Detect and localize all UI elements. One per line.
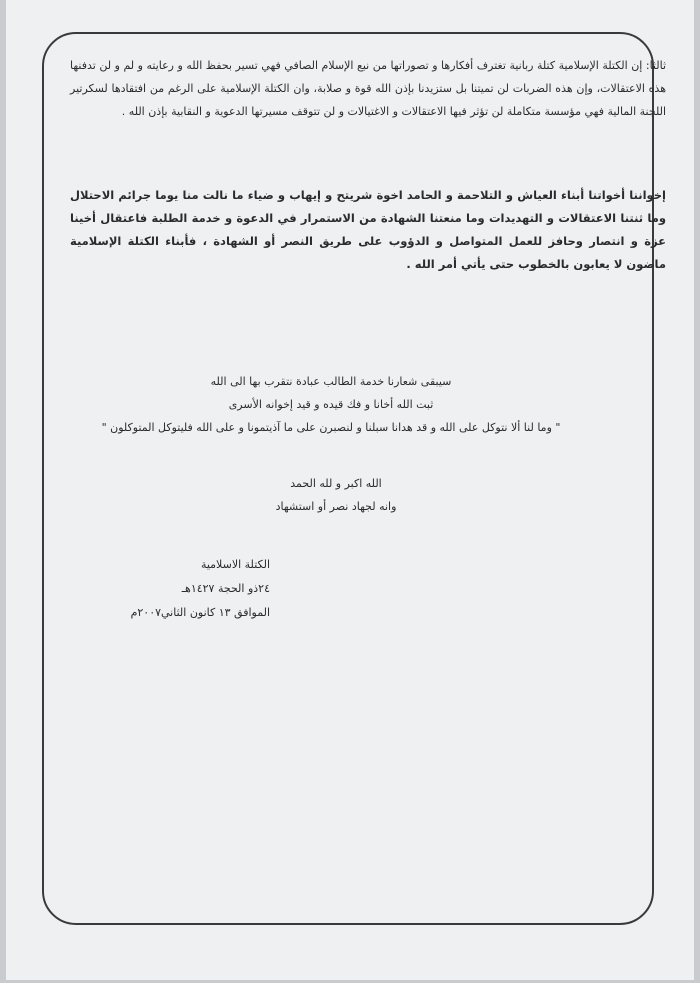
closing-block xyxy=(206,472,466,518)
slogan-line-3: " وما لنا ألا نتوكل على الله و قد هدانا سبلنا و لنصبرن على ما آذيتمونا و على الله فليتوكل المتوكلون " xyxy=(101,421,561,434)
closing-line-2: وانه لجهاد نصر أو استشهاد xyxy=(275,500,397,513)
slogan-line-2: ثبت الله أخانا و فك قيده و قيد إخوانه الأسرى xyxy=(228,398,434,411)
document-page xyxy=(6,0,694,980)
signature-hijri-date: ٢٤ذو الحجة ١٤٢٧هـ xyxy=(181,582,270,595)
closing-line-1: الله اكبر و لله الحمد xyxy=(290,477,382,490)
slogan-block xyxy=(46,370,616,439)
paragraph-third-point: ثالثا: إن الكتلة الإسلامية كتلة ربانية تغترف أفكارها و تصوراتها من نبع الإسلام الصافي فهي تسير بحفظ الله و رعايته و لم و لن تدفنها هذه الاعتقالات، وإن هذه الضربات لن تميتنا بل ستزيدنا بإذن الله قوة و صلابة، وان الكتلة الإسلامية على الرغم من افتقادها لسكرتير اللجنة المالية فهي مؤسسة متكاملة لن تؤثر فيها الاعتقالات و الاغتيالات و لن تتوقف مسيرتها الدعوية و النقابية بإذن الله . xyxy=(70,59,666,118)
signature-gregorian-date: الموافق ١٣ كانون الثاني٢٠٠٧م xyxy=(130,606,270,619)
signature-org: الكتلة الاسلامية xyxy=(200,558,270,571)
signature-block xyxy=(70,553,270,625)
paragraph-brothers-sisters: إخواننا أخواتنا أبناء العياش و التلاحمة و الحامد اخوة شريتح و إيهاب و ضياء ما نالت منا يوما جرائم الاحتلال وما ثنتنا الاعتقالات و التهديدات وما منعتنا الشهادة من الاستمرار في الدعوة و خدمة الطلبة فاعتقال أخينا عزة و انتصار وحافز للعمل المتواصل و الدؤوب على طريق النصر أو الشهادة ، فأبناء الكتلة الإسلامية ماضون لا يعابون بالخطوب حتى يأتي أمر الله . xyxy=(70,188,666,271)
slogan-line-1: سيبقى شعارنا خدمة الطالب عبادة نتقرب بها الى الله xyxy=(210,375,452,388)
